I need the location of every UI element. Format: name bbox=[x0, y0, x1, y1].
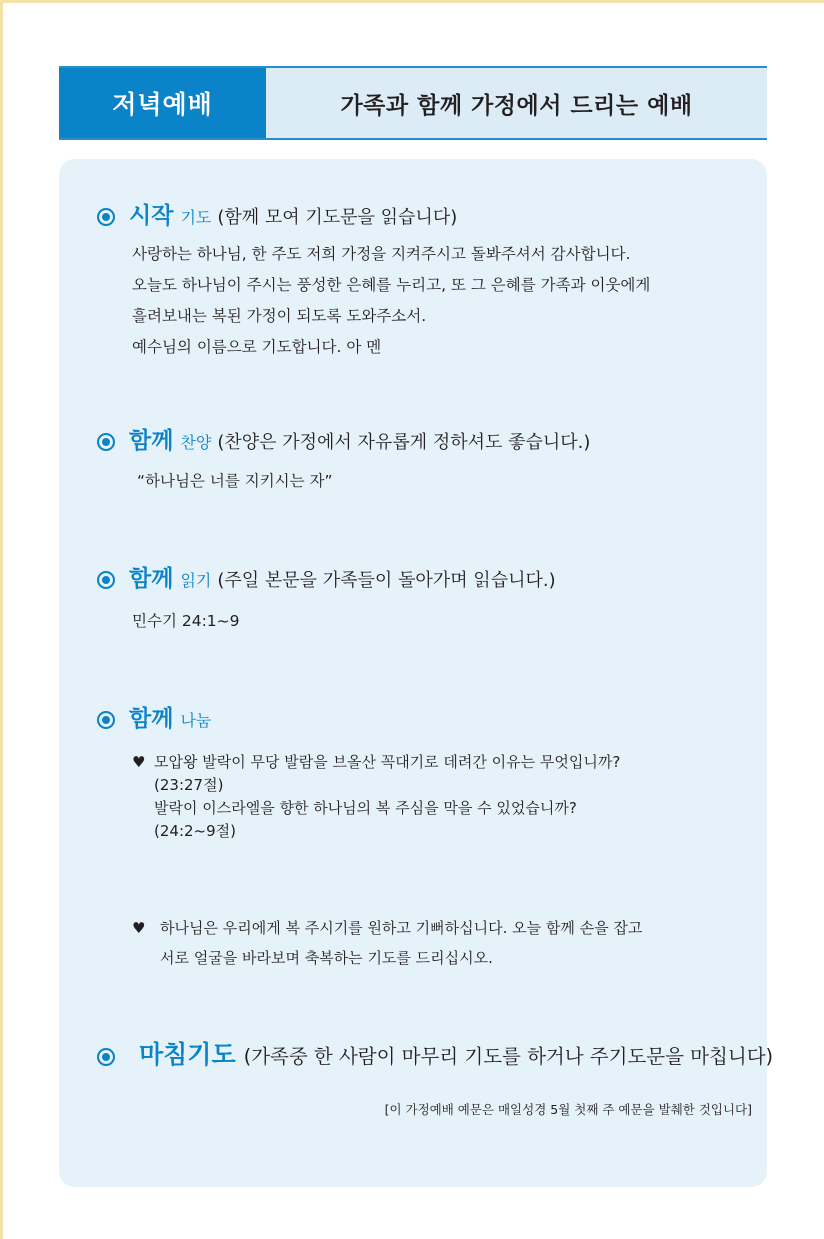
page-border-top bbox=[0, 0, 824, 3]
prayer-line: 오늘도 하나님이 주시는 풍성한 은혜를 누리고, 또 그 은혜를 가족과 이웃에게 bbox=[132, 276, 651, 294]
heart-icon: ♥ bbox=[132, 919, 146, 937]
page-title: 가족과 함께 가정에서 드리는 예배 bbox=[266, 68, 767, 138]
bullet-icon bbox=[97, 433, 115, 451]
praise-song: “하나님은 너를 지키시는 자” bbox=[137, 472, 333, 490]
header-banner bbox=[59, 66, 767, 140]
question-line: 발락이 이스라엘을 향한 하나님의 복 주심을 막을 수 있었습니까? bbox=[154, 799, 577, 817]
header-rule-bottom bbox=[59, 138, 767, 140]
section-title: 함께 bbox=[129, 706, 174, 732]
section-subtitle: 읽기 bbox=[180, 571, 212, 590]
page-border-left bbox=[0, 0, 3, 1239]
section-title: 함께 bbox=[129, 566, 174, 592]
section-title: 마침기도 bbox=[139, 1040, 236, 1069]
sharing-question-2 bbox=[132, 913, 642, 973]
source-note: [이 가정예배 예문은 매일성경 5월 첫째 주 예문을 발췌한 것입니다] bbox=[384, 1102, 752, 1117]
worship-type-badge: 저녁예배 bbox=[59, 68, 266, 138]
heart-icon: ♥ bbox=[132, 753, 146, 771]
question-line: 모압왕 발락이 무당 발람을 브올산 꼭대기로 데려간 이유는 무엇입니까? bbox=[154, 753, 621, 771]
section-note: (가족중 한 사람이 마무리 기도를 하거나 주기도문을 마칩니다) bbox=[243, 1045, 774, 1068]
bullet-icon bbox=[97, 208, 115, 226]
prayer-line: 예수님의 이름으로 기도합니다. 아 멘 bbox=[132, 338, 382, 356]
opening-prayer-text bbox=[132, 239, 650, 363]
section-closing-heading bbox=[97, 1035, 773, 1071]
prayer-line: 사랑하는 하나님, 한 주도 저희 가정을 지켜주시고 돌봐주셔서 감사합니다. bbox=[132, 245, 631, 263]
section-subtitle: 기도 bbox=[180, 208, 212, 227]
section-title: 함께 bbox=[129, 428, 174, 454]
section-praise-heading bbox=[97, 422, 590, 455]
section-note: (함께 모여 기도문을 읽습니다) bbox=[217, 207, 458, 228]
bullet-icon bbox=[97, 711, 115, 729]
verse-reference: (24:2~9절) bbox=[154, 822, 236, 840]
bullet-icon bbox=[97, 571, 115, 589]
section-sharing-heading bbox=[97, 700, 211, 733]
section-subtitle: 나눔 bbox=[180, 711, 212, 730]
prayer-line: 흘려보내는 복된 가정이 되도록 도와주소서. bbox=[132, 307, 427, 325]
verse-reference: (23:27절) bbox=[154, 776, 224, 794]
section-opening-heading bbox=[97, 197, 457, 230]
sharing-question-1 bbox=[132, 751, 620, 843]
section-note: (주일 본문을 가족들이 돌아가며 읽습니다.) bbox=[217, 570, 556, 591]
question-line: 하나님은 우리에게 복 주시기를 원하고 기뻐하십니다. 오늘 함께 손을 잡고 bbox=[160, 919, 643, 937]
section-title: 시작 bbox=[129, 203, 174, 229]
section-subtitle: 찬양 bbox=[180, 433, 212, 452]
question-line: 서로 얼굴을 바라보며 축복하는 기도를 드리십시오. bbox=[160, 949, 493, 967]
section-reading-heading bbox=[97, 560, 556, 593]
bullet-icon bbox=[97, 1048, 115, 1066]
reading-passage: 민수기 24:1~9 bbox=[132, 612, 240, 630]
section-note: (찬양은 가정에서 자유롭게 정하셔도 좋습니다.) bbox=[217, 432, 591, 453]
